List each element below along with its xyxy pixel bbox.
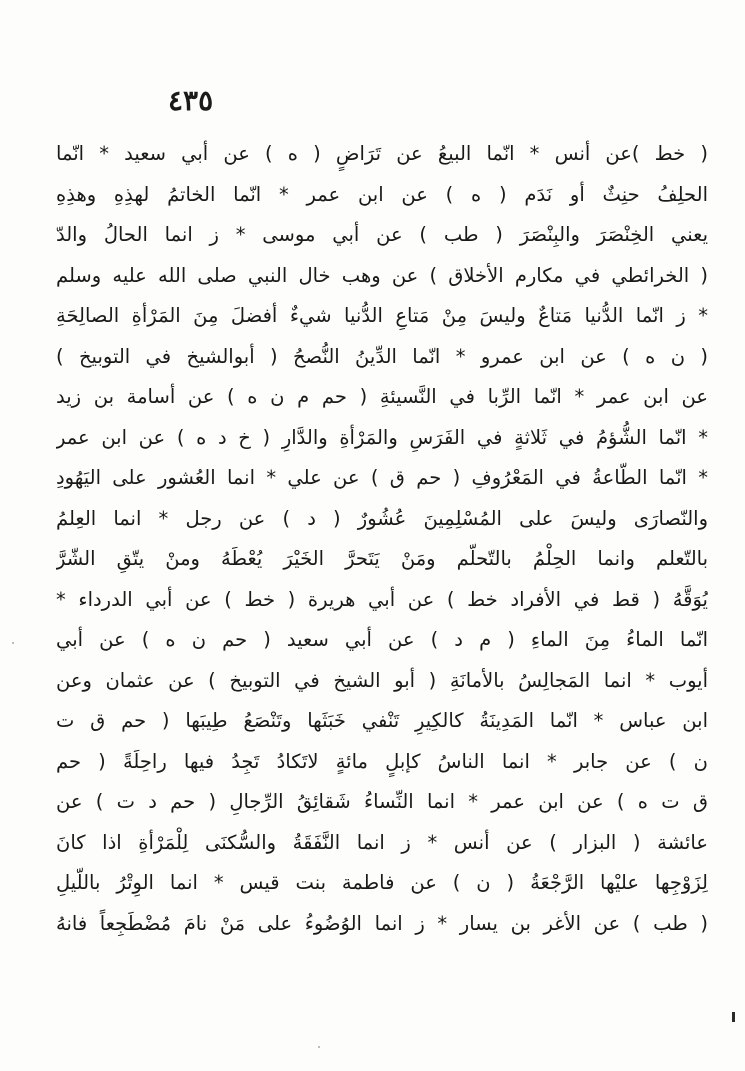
text-line: * انّما الطّاعةُ في المَعْرُوفِ ( حم ق ) عن علي * انما العُشور على اليَهُودِ [56, 466, 708, 489]
text-line: الحلِفُ حنِثٌ أو نَدَم ( ه ) عن ابن عمر * انّما الخاتمُ لهذِهِ وهذِهِ [56, 182, 708, 206]
text-line: بالتّعلم وانما الحِلْمُ بالتّحلّم ومَنْ يَتَحرَّ الخَيْرَ يُعْطَهُ ومنْ يتّقِ الشّرَّ [56, 547, 708, 570]
text-line: ن ) عن جابر * انما الناسُ كإبلٍ مائةٍ لاتَكادُ تَجِدُ فيها راحِلَةً ( حم [56, 749, 708, 773]
text-line: * ز انّما الدُّنيا مَتاعٌ وليسَ مِنْ مَتاعِ الدُّنيا شيءٌ أفضلَ مِنَ المَرْأةِ الصالِحَةِ [56, 304, 708, 327]
text-line: يُوَقَّهُ ( قط في الأفراد خط ) عن أبي هريرة ( خط ) عن أبي الدرداء * [56, 587, 708, 611]
text-line: * انّما الشُّؤمُ في ثَلاثةٍ في الفَرَسِ والمَرْأةِ والدَّارِ ( خ د ه ) عن ابن عمر [56, 425, 708, 449]
page-number: ٤٣٥ [168, 84, 214, 117]
text-line: يعني الخِنْصَرَ والبِنْصَرَ ( طب ) عن أبي موسى * ز انما الحالُ والدّ [56, 223, 708, 246]
text-line: ( ن ه ) عن ابن عمرو * انّما الدِّينُ النُّصحُ ( أبوالشيخ في التوبيخ ) [56, 344, 708, 368]
text-line: ق ت ه ) عن ابن عمر * انما النِّساءُ شَقائِقُ الرِّجالِ ( حم د ت ) عن [56, 790, 708, 813]
text-line: انّما الماءُ مِنَ الماءِ ( م د ) عن أبي سعيد ( حم ن ه ) عن أبي [56, 628, 708, 651]
text-line: ( الخرائطي في مكارم الأخلاق ) عن وهب خال النبي صلى الله عليه وسلم [56, 263, 708, 287]
text-line: لِزَوْجِها عليْها الرَّجْعَةُ ( ن ) عن فاطمة بنت قيس * انما الوِتْرُ باللّيلِ [56, 871, 708, 894]
scan-speck [12, 642, 14, 644]
hadith-text-block [56, 134, 708, 944]
text-line: والنّصارَى وليسَ على المُسْلِمِينَ عُشُورٌ ( د ) عن رجل * انما العِلمُ [56, 506, 708, 530]
scan-edge-mark [732, 1012, 735, 1022]
text-line: ( طب ) عن الأغر بن يسار * ز انما الوُضُوءُ على مَنْ نامَ مُضْطَجِعاً فانهُ [56, 911, 708, 935]
scan-speck [318, 1046, 320, 1048]
text-line: عن ابن عمر * انّما الرِّبا في النَّسيئةِ ( حم م ن ه ) عن أسامة بن زيد [56, 385, 708, 408]
text-line: ابن عباس * انّما المَدِينَةُ كالكِيرِ تَنْفي خَبَثَها وتَنْصَعُ طِيبَها ( حم ق ت [56, 709, 708, 732]
text-line: أيوب * انما المَجالِسُ بالأمانَةِ ( أبو الشيخ في التوبيخ ) عن عثمان وعن [56, 668, 708, 692]
text-line: عائشة ( البزار ) عن أنس * ز انما النَّفَقَةُ والسُّكنَى لِلْمَرْأةِ اذا كانَ [56, 830, 708, 854]
text-line: ( خط )عن أنس * انّما البيعُ عن تَرَاضٍ ( ه ) عن أبي سعيد * انّما [56, 142, 708, 165]
